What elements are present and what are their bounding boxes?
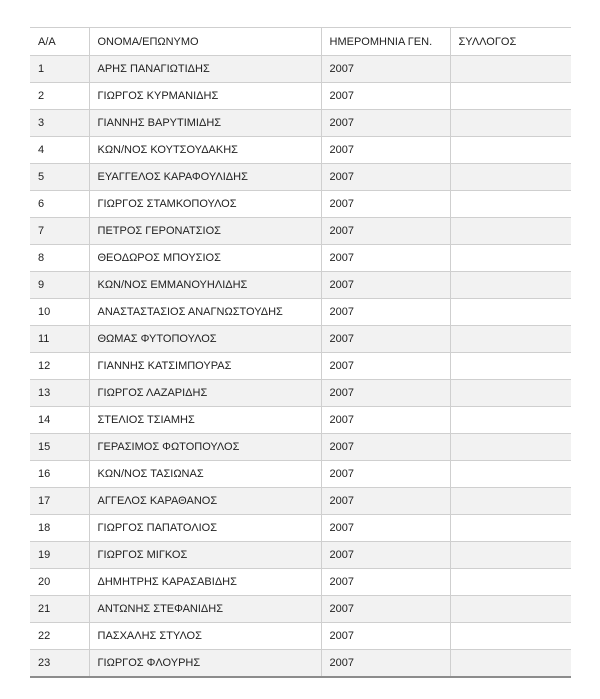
cell-name: ΓΙΩΡΓΟΣ ΠΑΠΑΤΟΛΙΟΣ [89, 515, 321, 542]
cell-name: ΑΓΓΕΛΟΣ ΚΑΡΑΘΑΝΟΣ [89, 488, 321, 515]
cell-birth-year: 2007 [321, 56, 450, 83]
cell-index: 17 [30, 488, 89, 515]
cell-name: ΓΙΩΡΓΟΣ ΚΥΡΜΑΝΙΔΗΣ [89, 83, 321, 110]
cell-name: ΑΝΤΩΝΗΣ ΣΤΕΦΑΝΙΔΗΣ [89, 596, 321, 623]
cell-index: 1 [30, 56, 89, 83]
cell-club [450, 326, 571, 353]
cell-index: 4 [30, 137, 89, 164]
cell-birth-year: 2007 [321, 650, 450, 678]
cell-birth-year: 2007 [321, 272, 450, 299]
cell-name: ΚΩΝ/ΝΟΣ ΕΜΜΑΝΟΥΗΛΙΔΗΣ [89, 272, 321, 299]
cell-birth-year: 2007 [321, 542, 450, 569]
table-row [30, 245, 571, 272]
cell-name: ΕΥΑΓΓΕΛΟΣ ΚΑΡΑΦΟΥΛΙΔΗΣ [89, 164, 321, 191]
cell-club [450, 218, 571, 245]
cell-club [450, 407, 571, 434]
cell-birth-year: 2007 [321, 353, 450, 380]
cell-name: ΣΤΕΛΙΟΣ ΤΣΙΑΜΗΣ [89, 407, 321, 434]
cell-birth-year: 2007 [321, 380, 450, 407]
cell-index: 3 [30, 110, 89, 137]
cell-name: ΓΙΑΝΝΗΣ ΚΑΤΣΙΜΠΟΥΡΑΣ [89, 353, 321, 380]
cell-index: 20 [30, 569, 89, 596]
cell-birth-year: 2007 [321, 488, 450, 515]
table-row [30, 596, 571, 623]
table-row [30, 137, 571, 164]
cell-name: ΓΕΡΑΣΙΜΟΣ ΦΩΤΟΠΟΥΛΟΣ [89, 434, 321, 461]
cell-club [450, 137, 571, 164]
cell-club [450, 542, 571, 569]
cell-birth-year: 2007 [321, 245, 450, 272]
cell-club [450, 83, 571, 110]
cell-birth-year: 2007 [321, 83, 450, 110]
cell-index: 19 [30, 542, 89, 569]
cell-index: 5 [30, 164, 89, 191]
cell-birth-year: 2007 [321, 515, 450, 542]
cell-club [450, 434, 571, 461]
table-row [30, 515, 571, 542]
cell-index: 10 [30, 299, 89, 326]
cell-club [450, 299, 571, 326]
cell-club [450, 623, 571, 650]
cell-birth-year: 2007 [321, 191, 450, 218]
cell-club [450, 272, 571, 299]
cell-club [450, 488, 571, 515]
table-row [30, 623, 571, 650]
cell-name: ΓΙΩΡΓΟΣ ΣΤΑΜΚΟΠΟΥΛΟΣ [89, 191, 321, 218]
cell-name: ΑΡΗΣ ΠΑΝΑΓΙΩΤΙΔΗΣ [89, 56, 321, 83]
cell-birth-year: 2007 [321, 434, 450, 461]
table-row [30, 569, 571, 596]
table-body [30, 56, 571, 678]
table-row [30, 218, 571, 245]
cell-birth-year: 2007 [321, 596, 450, 623]
table-row [30, 110, 571, 137]
cell-index: 12 [30, 353, 89, 380]
roster-table-container [30, 27, 571, 678]
table-row [30, 191, 571, 218]
cell-birth-year: 2007 [321, 461, 450, 488]
cell-birth-year: 2007 [321, 569, 450, 596]
cell-club [450, 461, 571, 488]
cell-index: 23 [30, 650, 89, 678]
table-row [30, 164, 571, 191]
table-row [30, 83, 571, 110]
cell-name: ΠΑΣΧΑΛΗΣ ΣΤΥΛΟΣ [89, 623, 321, 650]
cell-name: ΘΕΟΔΩΡΟΣ ΜΠΟΥΣΙΟΣ [89, 245, 321, 272]
header-index: Α/Α [30, 28, 89, 56]
cell-index: 14 [30, 407, 89, 434]
header-name: ΟΝΟΜΑ/ΕΠΩΝΥΜΟ [89, 28, 321, 56]
cell-index: 7 [30, 218, 89, 245]
cell-club [450, 245, 571, 272]
cell-birth-year: 2007 [321, 407, 450, 434]
table-row [30, 353, 571, 380]
cell-club [450, 56, 571, 83]
cell-name: ΠΕΤΡΟΣ ΓΕΡΟΝΑΤΣΙΟΣ [89, 218, 321, 245]
cell-index: 16 [30, 461, 89, 488]
cell-index: 11 [30, 326, 89, 353]
cell-birth-year: 2007 [321, 137, 450, 164]
cell-name: ΚΩΝ/ΝΟΣ ΚΟΥΤΣΟΥΔΑΚΗΣ [89, 137, 321, 164]
cell-birth-year: 2007 [321, 623, 450, 650]
cell-name: ΓΙΩΡΓΟΣ ΜΙΓΚΟΣ [89, 542, 321, 569]
cell-index: 22 [30, 623, 89, 650]
table-row [30, 380, 571, 407]
cell-index: 18 [30, 515, 89, 542]
cell-club [450, 380, 571, 407]
cell-name: ΘΩΜΑΣ ΦΥΤΟΠΟΥΛΟΣ [89, 326, 321, 353]
cell-index: 8 [30, 245, 89, 272]
table-row [30, 272, 571, 299]
table-row [30, 56, 571, 83]
cell-name: ΑΝΑΣΤΑΣΤΑΣΙΟΣ ΑΝΑΓΝΩΣΤΟΥΔΗΣ [89, 299, 321, 326]
cell-name: ΓΙΑΝΝΗΣ ΒΑΡΥΤΙΜΙΔΗΣ [89, 110, 321, 137]
cell-club [450, 164, 571, 191]
table-row [30, 299, 571, 326]
cell-club [450, 596, 571, 623]
cell-birth-year: 2007 [321, 164, 450, 191]
cell-index: 13 [30, 380, 89, 407]
cell-index: 6 [30, 191, 89, 218]
table-header-row [30, 28, 571, 56]
cell-birth-year: 2007 [321, 218, 450, 245]
cell-index: 2 [30, 83, 89, 110]
cell-club [450, 353, 571, 380]
table-row [30, 488, 571, 515]
cell-club [450, 569, 571, 596]
cell-name: ΚΩΝ/ΝΟΣ ΤΑΣΙΩΝΑΣ [89, 461, 321, 488]
cell-club [450, 650, 571, 678]
cell-birth-year: 2007 [321, 299, 450, 326]
header-birth-date: ΗΜΕΡΟΜΗΝΙΑ ΓΕΝ. [321, 28, 450, 56]
table-row [30, 650, 571, 678]
cell-index: 15 [30, 434, 89, 461]
table-row [30, 542, 571, 569]
cell-birth-year: 2007 [321, 326, 450, 353]
header-club: ΣΥΛΛΟΓΟΣ [450, 28, 571, 56]
cell-name: ΔΗΜΗΤΡΗΣ ΚΑΡΑΣΑΒΙΔΗΣ [89, 569, 321, 596]
cell-club [450, 110, 571, 137]
cell-club [450, 515, 571, 542]
table-row [30, 407, 571, 434]
table-row [30, 434, 571, 461]
roster-table [30, 27, 571, 678]
cell-birth-year: 2007 [321, 110, 450, 137]
cell-name: ΓΙΩΡΓΟΣ ΛΑΖΑΡΙΔΗΣ [89, 380, 321, 407]
table-row [30, 461, 571, 488]
cell-index: 9 [30, 272, 89, 299]
cell-name: ΓΙΩΡΓΟΣ ΦΛΟΥΡΗΣ [89, 650, 321, 678]
cell-club [450, 191, 571, 218]
table-row [30, 326, 571, 353]
cell-index: 21 [30, 596, 89, 623]
